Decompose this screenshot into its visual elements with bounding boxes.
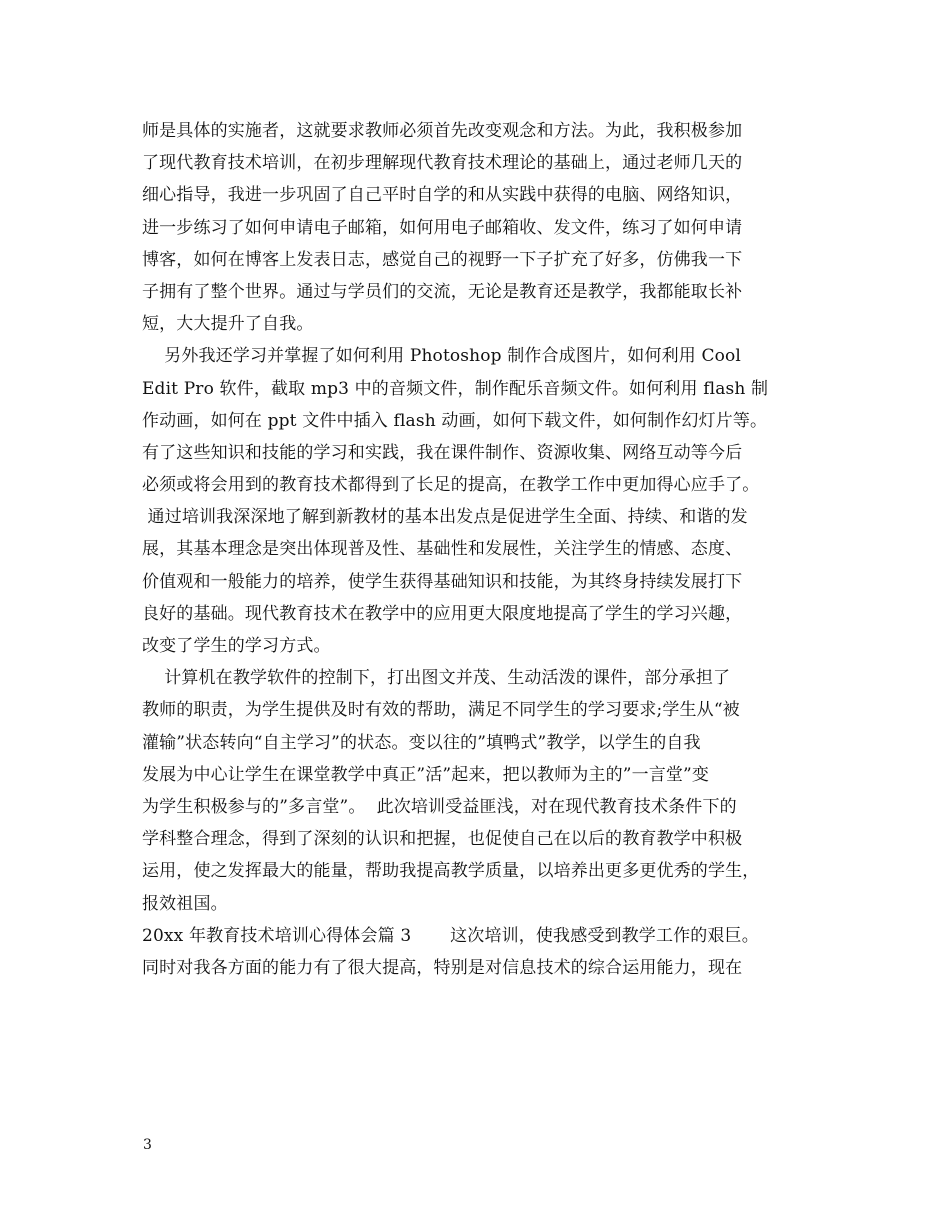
text-line: 为学生积极参与的”多言堂”。 此次培训受益匪浅，对在现代教育技术条件下的 [142,796,737,817]
text-line: 博客，如何在博客上发表日志，感觉自己的视野一下子扩充了好多，仿佛我一下 [142,249,743,270]
text-line: 通过培训我深深地了解到新教材的基本出发点是促进学生全面、持续、和谐的发 [142,507,748,528]
text-line: 细心指导，我进一步巩固了自己平时自学的和从实践中获得的电脑、网络知识， [142,185,743,206]
text-line: 学科整合理念，得到了深刻的认识和把握，也促使自己在以后的教育教学中积极 [142,829,743,850]
text-line: 必须或将会用到的教育技术都得到了长足的提高，在教学工作中更加得心应手了。 [142,475,760,496]
text-line: Edit Pro 软件，截取 mp3 中的音频文件，制作配乐音频文件。如何利用 flash 制 [142,378,769,399]
text-line: 价值观和一般能力的培养，使学生获得基础知识和技能，为其终身持续发展打下 [142,571,743,592]
text-line: 良好的基础。现代教育技术在教学中的应用更大限度地提高了学生的学习兴趣， [142,603,743,624]
text-line: 短，大大提升了自我。 [142,314,314,335]
text-line: 改变了学生的学习方式。 [142,636,331,656]
text-line: 教师的职责，为学生提供及时有效的帮助，满足不同学生的学习要求;学生从“被 [142,700,740,721]
section-heading-line: 20xx 年教育技术培训心得体会篇 3 这次培训，使我感受到教学工作的艰巨。 [142,925,759,946]
text-line: 了现代教育技术培训，在初步理解现代教育技术理论的基础上，通过老师几天的 [142,153,743,174]
body-text [142,115,842,984]
text-line: 作动画，如何在 ppt 文件中插入 flash 动画，如何下载文件，如何制作幻灯片等。 [142,410,768,431]
text-line: 灌输”状态转向“自主学习”的状态。变以往的”填鸭式”教学，以学生的自我 [142,732,701,753]
text-line: 报效祖国。 [142,893,228,914]
text-line: 师是具体的实施者，这就要求教师必须首先改变观念和方法。为此，我积极参加 [142,121,743,141]
text-line: 有了这些知识和技能的学习和实践，我在课件制作、资源收集、网络互动等今后 [142,442,743,463]
text-line: 展，其基本理念是突出体现普及性、基础性和发展性，关注学生的情感、态度、 [142,539,743,560]
text-line: 发展为中心让学生在课堂教学中真正”活”起来，把以教师为主的”一言堂”变 [142,764,710,785]
text-line: 计算机在教学软件的控制下，打出图文并茂、生动活泼的课件，部分承担了 [142,668,731,689]
page-number: 3 [143,1137,152,1153]
text-line: 子拥有了整个世界。通过与学员们的交流，无论是教育还是教学，我都能取长补 [142,281,743,302]
text-line: 进一步练习了如何申请电子邮箱，如何用电子邮箱收、发文件，练习了如何申请 [142,217,743,238]
text-line: 运用，使之发挥最大的能量，帮助我提高教学质量，以培养出更多更优秀的学生， [142,861,760,882]
text-line: 另外我还学习并掌握了如何利用 Photoshop 制作合成图片，如何利用 Cool [142,346,741,367]
text-line: 同时对我各方面的能力有了很大提高，特别是对信息技术的综合运用能力，现在 [142,957,743,978]
